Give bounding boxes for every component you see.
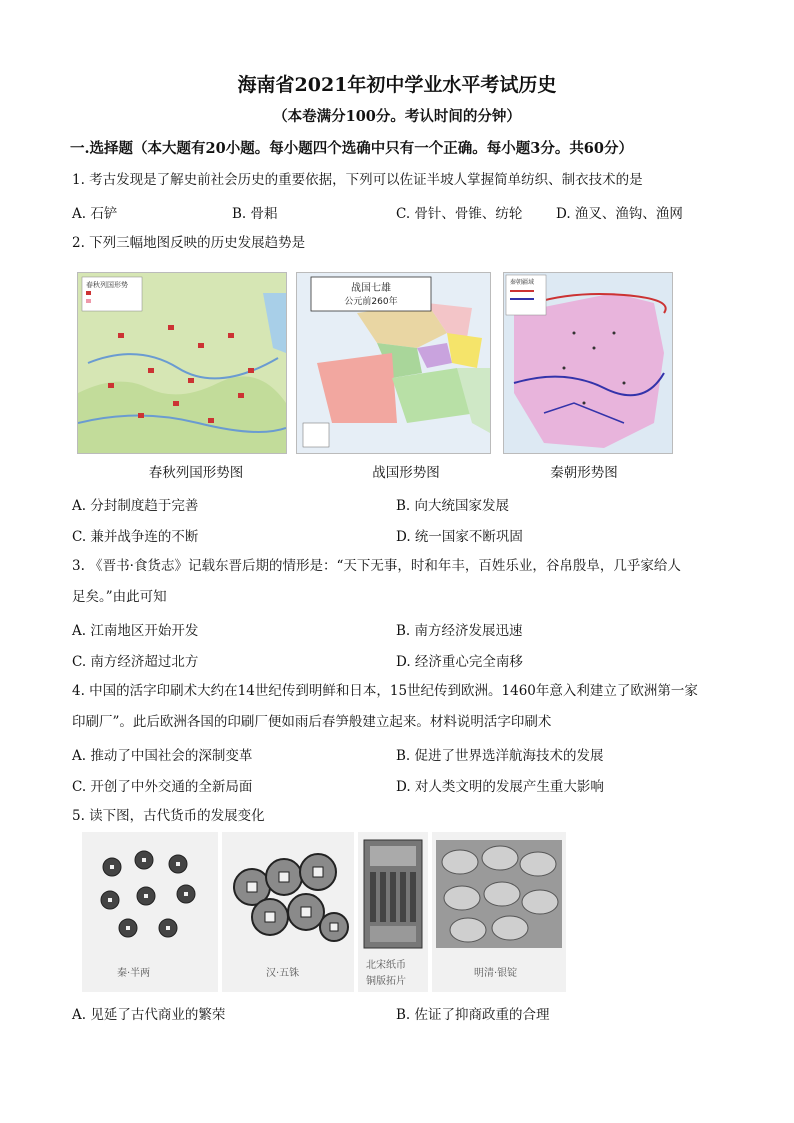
map2-caption: 战国形势图 [372, 465, 440, 481]
song-money-caption-line1: 北宋纸币 [366, 960, 406, 971]
question-5-stem: 5. 读下图，古代货币的发展变化 [72, 808, 265, 824]
q3-option-a[interactable]: A. 江南地区开始开发 [72, 623, 199, 639]
q1-option-c[interactable]: C. 骨针、骨锥、纺轮 [396, 206, 523, 222]
warring-states-map [296, 272, 491, 454]
qin-banliang-coins-image [82, 832, 218, 992]
q4-option-b[interactable]: B. 促进了世界选洋航海技术的发展 [396, 748, 604, 764]
section-heading: 一.选择题（本大题有20小题。每小题四个选确中只有一个正确。每小题3分。共60分） [70, 140, 633, 157]
question-4-stem-line2: 印刷厂”。此后欧洲各国的印刷厂便如雨后春笋般建立起来。材料说明活字印刷术 [72, 714, 552, 730]
spring-autumn-map-graphic [78, 273, 286, 453]
q1-option-a[interactable]: A. 石铲 [72, 206, 118, 222]
q2-option-d[interactable]: D. 统一国家不断巩固 [396, 529, 523, 545]
spring-autumn-map [77, 272, 287, 454]
q1-option-b[interactable]: B. 骨耜 [232, 206, 278, 222]
page-subtitle: （本卷满分100分。考认时间的分钟） [273, 108, 521, 125]
q5-option-a[interactable]: A. 见延了古代商业的繁荣 [72, 1007, 226, 1023]
ming-qing-caption: 明清·银锭 [474, 968, 518, 979]
q2-option-a[interactable]: A. 分封制度趋于完善 [72, 498, 199, 514]
qin-coin-caption: 秦·半两 [117, 968, 151, 979]
question-2-stem: 2. 下列三幅地图反映的历史发展趋势是 [72, 235, 306, 251]
q4-option-c[interactable]: C. 开创了中外交通的全新局面 [72, 779, 253, 795]
q3-option-b[interactable]: B. 南方经济发展迅速 [396, 623, 523, 639]
q5-option-b[interactable]: B. 佐证了抑商政重的合理 [396, 1007, 550, 1023]
map2-label-line1: 战国七雄 [351, 283, 391, 294]
map3-caption: 秦朝形势图 [550, 465, 618, 481]
question-3-stem-line1: 3. 《晋书·食货志》记载东晋后期的情形是：“天下无事，时和年丰，百姓乐业，谷帛殷阜，几乎家给人 [72, 558, 681, 574]
q2-option-c[interactable]: C. 兼并战争连的不断 [72, 529, 199, 545]
map1-caption: 春秋列国形势图 [148, 465, 244, 481]
song-money-caption-line2: 铜版拓片 [366, 976, 406, 987]
song-paper-money-image [358, 832, 428, 992]
q2-option-b[interactable]: B. 向大统国家发展 [396, 498, 510, 514]
warring-states-map-graphic [297, 273, 490, 453]
ming-qing-silver-image [432, 832, 566, 992]
q3-option-c[interactable]: C. 南方经济超过北方 [72, 654, 199, 670]
question-4-stem-line1: 4. 中国的活字印刷术大约在14世纪传到明鲜和日本，15世纪传到欧洲。1460年意入利建立了欧洲第一家 [72, 683, 698, 699]
q1-option-d[interactable]: D. 渔叉、渔钩、渔网 [556, 206, 683, 222]
q4-option-d[interactable]: D. 对人类文明的发展产生重大影响 [396, 779, 604, 795]
map3-legend-title: 秦朝疆域 [510, 279, 535, 286]
q3-option-d[interactable]: D. 经济重心完全南移 [396, 654, 523, 670]
han-coin-caption: 汉·五铢 [266, 968, 300, 979]
question-1-stem: 1. 考古发现是了解史前社会历史的重要依据，下列可以佐证半坡人掌握简单纺织、制衣技术的是 [72, 172, 643, 188]
page-title: 海南省2021年初中学业水平考试历史 [237, 74, 557, 96]
question-3-stem-line2: 足矣。”由此可知 [72, 589, 167, 605]
map2-label-line2: 公元前260年 [344, 297, 398, 307]
qin-dynasty-map-graphic [504, 273, 672, 453]
map1-legend-title: 春秋列国形势 [86, 281, 128, 289]
q4-option-a[interactable]: A. 推动了中国社会的深制变革 [72, 748, 253, 764]
qin-dynasty-map [503, 272, 673, 454]
han-wuzhu-coins-image [222, 832, 354, 992]
